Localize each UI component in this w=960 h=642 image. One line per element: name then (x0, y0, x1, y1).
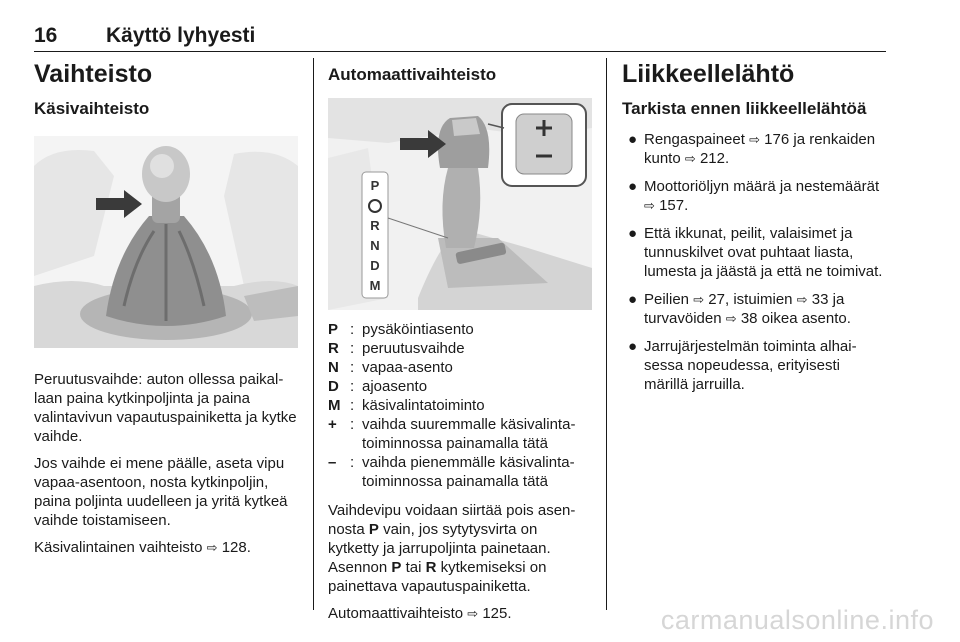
automatic-selector-illustration (328, 98, 592, 310)
legend-item: P : pysäköintiasento (328, 321, 474, 338)
list-item: ● Että ikkunat, peilit, valaisimet ja tunnuskilvet ovat puhtaat liasta, lumesta ja jäästä ja että ne toimivat. (628, 225, 883, 280)
checklist (622, 130, 888, 394)
bullet-icon: ● (628, 291, 638, 308)
list-item: ● Peilien ⇨ 27, istuimien ⇨ 33 ja turvavöiden ⇨ 38 oikea asento. (628, 291, 851, 327)
ref-arrow-icon: ⇨ (644, 198, 655, 213)
header-rule (34, 51, 886, 52)
column-divider-2 (606, 58, 607, 610)
column-manual-transmission (34, 58, 300, 557)
watermark: carmanualsonline.info (660, 605, 934, 635)
legend-item: D : ajoasento (328, 378, 428, 395)
ref-arrow-icon: ⇨ (693, 292, 705, 307)
list-item: ● Rengaspaineet ⇨ 176 ja renkaiden kunto ⇨ 212. (628, 131, 876, 167)
page-header (34, 22, 886, 52)
ref-arrow-icon: ⇨ (749, 132, 760, 147)
legend-item: – : vaihda pienemmälle käsivalintatoiminnossa painamalla tätä (328, 454, 575, 490)
subsection-title-manual: Käsivaihteisto (34, 99, 150, 118)
manual-gear-lever-illustration (34, 136, 298, 348)
paragraph-manual-ref: Käsivalintainen vaihteisto ⇨ 128. (34, 539, 251, 556)
legend-item: N : vapaa-asento (328, 359, 453, 376)
ref-arrow-icon: ⇨ (796, 292, 808, 307)
selector-letter-n: N (370, 238, 380, 253)
column-divider-1 (313, 58, 314, 610)
paragraph-reverse-gear: Peruutusvaihde: auton ollessa paikallaan paina kytkinpoljinta ja paina valintavivun vapautuspainiketta ja kytke vaihde. (34, 371, 297, 445)
section-title-transmission: Vaihteisto (34, 60, 153, 88)
paragraph-selector-release: Vaihdevipu voidaan siirtää pois asennosta P vain, jos sytytysvirta on kytketty ja jarrupoljinta painetaan. Asennon P tai R kytkemiseksi on painettava vapautuspainiketta. (328, 502, 576, 595)
column-starting-off (622, 58, 888, 403)
paragraph-gear-not-engaging: Jos vaihde ei mene päälle, aseta vipu vapaa-asentoon, nosta kytkinpoljin, paina poljinta uudelleen ja yritä kytkeä vaihde toistamiseen. (34, 455, 288, 529)
plus-icon: + (328, 416, 337, 433)
selector-letter-d: D (370, 258, 380, 273)
column-automatic-transmission (328, 58, 592, 623)
page-number: 16 (34, 24, 58, 47)
minus-icon: – (328, 454, 337, 471)
ref-arrow-icon: ⇨ (684, 151, 696, 166)
section-title-starting-off: Liikkeellelähtö (622, 60, 795, 88)
bullet-icon: ● (628, 178, 638, 195)
legend-item: R : peruutusvaihde (328, 340, 465, 357)
ref-arrow-icon: ⇨ (725, 311, 737, 326)
list-item: ● Moottoriöljyn määrä ja nestemäärät ⇨ 157. (628, 178, 880, 214)
bullet-icon: ● (628, 338, 638, 355)
legend-item: M : käsivalintatoiminto (328, 397, 485, 414)
selector-letter-r: R (370, 218, 380, 233)
list-item: ● Jarrujärjestelmän toiminta alhaisessa nopeudessa, erityisesti märillä jarruilla. (628, 338, 857, 393)
paragraph-automatic-ref: Automaattivaihteisto ⇨ 125. (328, 605, 512, 622)
ref-arrow-icon: ⇨ (206, 540, 218, 555)
selector-letter-m: M (369, 278, 381, 293)
bullet-icon: ● (628, 131, 638, 148)
subsection-title-automatic: Automaattivaihteisto (328, 65, 497, 84)
subsection-title-checks: Tarkista ennen liikkeellelähtöä (622, 99, 867, 118)
ref-arrow-icon: ⇨ (467, 606, 479, 621)
legend-item: + : vaihda suuremmalle käsivalintatoiminnossa painamalla tätä (328, 416, 576, 452)
bullet-icon: ● (628, 225, 638, 242)
selector-letter-p: P (370, 178, 380, 193)
running-title: Käyttö lyhyesti (106, 24, 256, 47)
selector-legend (328, 320, 592, 491)
